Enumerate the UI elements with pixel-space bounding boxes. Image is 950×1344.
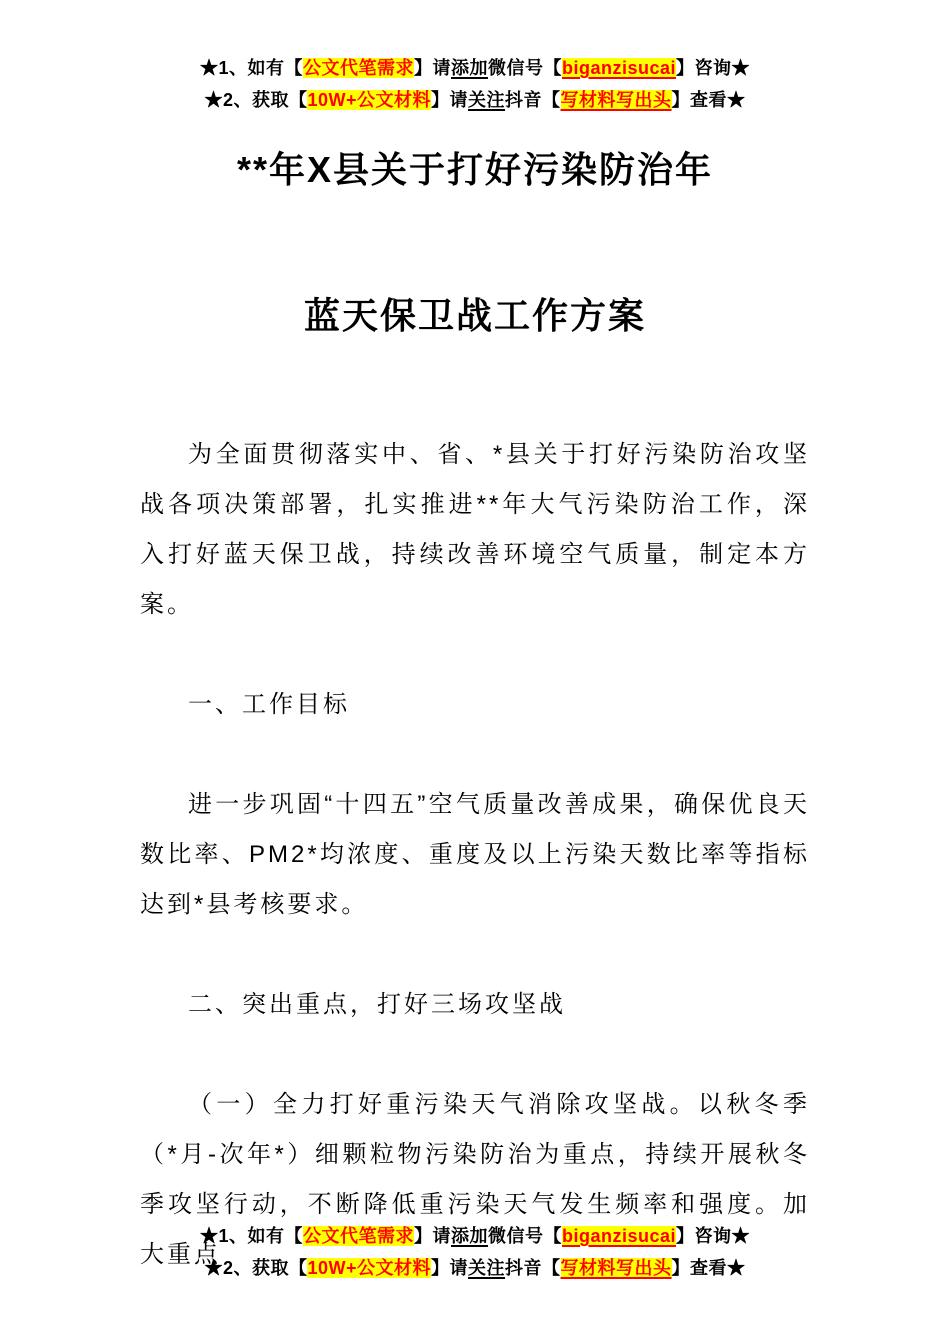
- promo-text-prefix: ★1、如有【: [199, 1226, 303, 1246]
- promo-highlight-materials: 10W+公文材料: [307, 90, 432, 110]
- document-title-line-1: **年X县关于打好污染防治年: [236, 149, 714, 190]
- promo-text-suffix: 】查看★: [671, 1258, 746, 1278]
- promo-text-mid2: 微信号【: [487, 1226, 562, 1246]
- promo-text-suffix: 】查看★: [671, 90, 746, 110]
- paragraph-battle-1: （一）全力打好重污染天气消除攻坚战。以秋冬季（*月-次年*）细颗粒物污染防治为重点，持续开展秋冬季攻坚行动，不断降低重污染天气发生频率和强度。加大重点: [140, 1091, 810, 1268]
- promo-text-mid2: 抖音【: [505, 90, 561, 110]
- promo-douyin-id: 写材料写出头: [560, 1258, 672, 1278]
- promo-header-line-1: [0, 52, 950, 84]
- promo-highlight-materials: 10W+公文材料: [307, 1258, 432, 1278]
- promo-text-prefix: ★1、如有【: [199, 58, 303, 78]
- promo-underline-add: 添加: [450, 1226, 488, 1246]
- promo-footer: [0, 1220, 950, 1284]
- promo-douyin-id: 写材料写出头: [560, 90, 672, 110]
- paragraph-intro: 为全面贯彻落实中、省、*县关于打好污染防治攻坚战各项决策部署，扎实推进**年大气污染防治工作，深入打好蓝天保卫战，持续改善环境空气质量，制定本方案。: [140, 441, 810, 618]
- heading-work-goals: 一、工作目标: [188, 691, 350, 718]
- promo-text-mid2: 微信号【: [487, 58, 562, 78]
- promo-header: [0, 0, 950, 116]
- promo-underline-follow: 关注: [468, 1258, 506, 1278]
- promo-underline-follow: 关注: [468, 90, 506, 110]
- promo-footer-line-2: [0, 1252, 950, 1284]
- promo-text-suffix: 】咨询★: [676, 1226, 751, 1246]
- promo-wechat-id: biganzisucai: [561, 1226, 677, 1246]
- promo-text-mid: 】请: [431, 1258, 469, 1278]
- promo-text-mid: 】请: [413, 58, 451, 78]
- promo-highlight-service: 公文代笔需求: [302, 58, 414, 78]
- promo-text-mid: 】请: [431, 90, 469, 110]
- promo-text-mid: 】请: [413, 1226, 451, 1246]
- promo-text-suffix: 】咨询★: [676, 58, 751, 78]
- promo-wechat-id: biganzisucai: [561, 58, 677, 78]
- promo-text-prefix: ★2、获取【: [204, 90, 308, 110]
- promo-highlight-service: 公文代笔需求: [302, 1226, 414, 1246]
- promo-footer-line-1: [0, 1220, 950, 1252]
- promo-underline-add: 添加: [450, 58, 488, 78]
- promo-text-mid2: 抖音【: [505, 1258, 561, 1278]
- promo-header-line-2: [0, 84, 950, 116]
- document-body: [140, 430, 810, 1280]
- heading-key-points: 二、突出重点，打好三场攻坚战: [188, 991, 566, 1018]
- promo-text-prefix: ★2、获取【: [204, 1258, 308, 1278]
- document-title-line-2: 蓝天保卫战工作方案: [303, 295, 646, 336]
- paragraph-goals: 进一步巩固“十四五”空气质量改善成果，确保优良天数比率、PM2*均浓度、重度及以上污染天数比率等指标达到*县考核要求。: [140, 791, 810, 918]
